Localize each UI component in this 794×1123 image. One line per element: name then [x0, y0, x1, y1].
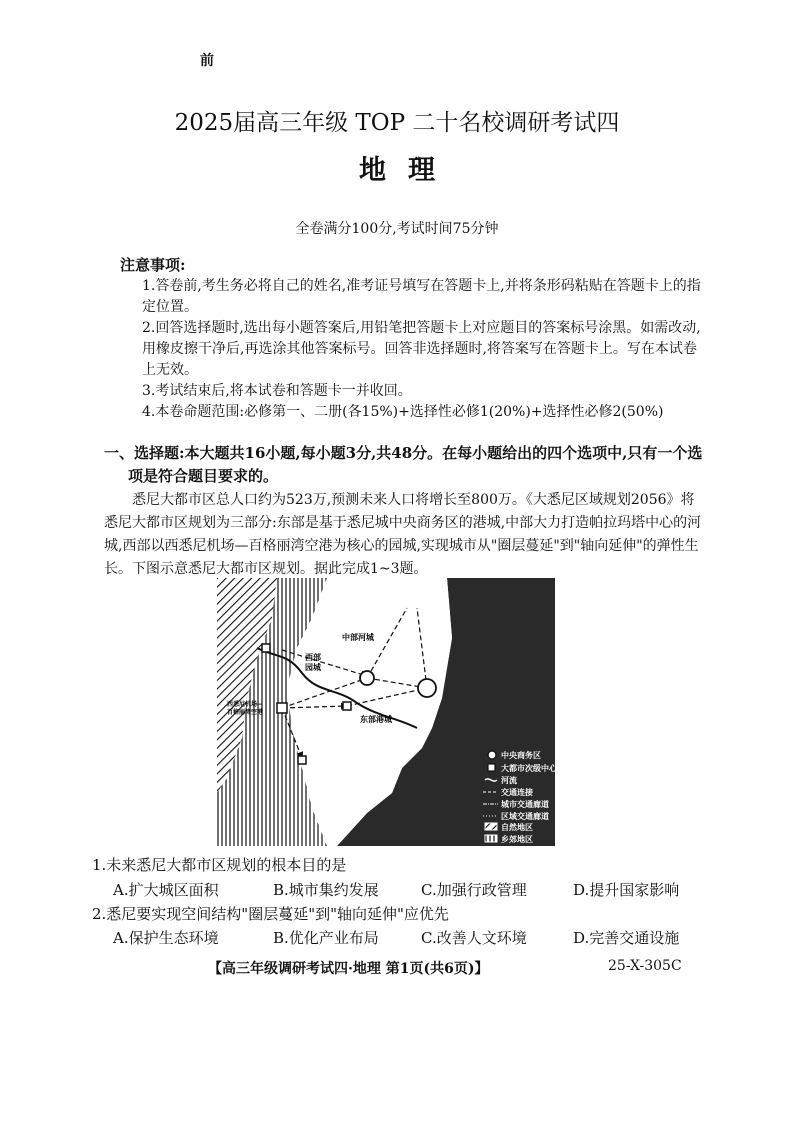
notice-item: 4.本卷命题范围:必修第一、二册(各15%)+选择性必修1(20%)+选择性必修2(50%) — [142, 404, 664, 420]
option-b: B.优化产业布局 — [273, 929, 379, 947]
corner-mark: 前 — [200, 53, 214, 69]
passage-text: 悉尼大都市区总人口约为523万,预测未来人口将增长至800万。《大悉尼区域规划2056》将悉尼大都市区规划为三部分:东部是基于悉尼城中央商务区的港城,中部大力打造帕拉玛塔中心的河城,西部以西悉尼机场—百格丽湾空港为核心的园城,实现城市从"圈层蔓延"到"轴向延伸"的弹性生长。下图示意悉尼大都市区规划。据此完成1~3题。 — [104, 492, 702, 577]
legend-label: 区域交通廊道 — [501, 812, 549, 821]
option-b: B.城市集约发展 — [273, 881, 379, 899]
exam-title: 2025届高三年级 TOP 二十名校调研考试四 — [174, 110, 620, 136]
map-label-west: 园城 — [305, 663, 321, 672]
legend-label: 交通连接 — [501, 788, 533, 797]
legend-label: 城市交通廊道 — [501, 800, 549, 809]
notice-item: 2.回答选择题时,选出每小题答案后,用铅笔把答题卡上对应题目的答案标号涂黑。如需改动,用橡皮擦干净后,再选涂其他答案标号。回答非选择题时,将答案写在答题卡上。写在本试卷上无效。 — [142, 320, 701, 378]
sydney-plan-map — [217, 578, 555, 846]
section-heading — [104, 442, 704, 488]
option-c: C.加强行政管理 — [421, 881, 527, 899]
option-d: D.完善交通设施 — [573, 929, 680, 947]
legend-label: 河流 — [501, 776, 517, 785]
notice-list — [142, 276, 702, 423]
legend-label: 自然地区 — [501, 823, 533, 832]
option-a: A.扩大城区面积 — [113, 881, 219, 899]
notice-item: 1.答卷前,考生务必将自己的姓名,准考证号填写在答题卡上,并将条形码粘贴在答题卡上的指定位置。 — [142, 278, 701, 315]
question-1-stem: 1.未来悉尼大都市区规划的根本目的是 — [92, 856, 347, 874]
sub-center-square — [262, 644, 270, 652]
subject-title: 地理 — [359, 155, 457, 186]
section-heading-line: 项是符合题目要求的。 — [128, 467, 279, 485]
option-d: D.提升国家影响 — [573, 881, 680, 899]
map-label-east: 东部港城 — [360, 715, 392, 724]
map-label-west: 西部 — [305, 653, 321, 662]
exam-code: 25-X-305C — [608, 958, 682, 974]
option-c: C.改善人文环境 — [421, 929, 527, 947]
sub-center-square — [277, 703, 287, 713]
page-footer: 【高三年级调研考试四·地理 第1页(共6页)】 — [208, 961, 489, 977]
map-label-airport: 百格丽湾空港 — [227, 709, 264, 716]
question-2-stem: 2.悉尼要实现空间结构"圈层蔓延"到"轴向延伸"应优先 — [92, 905, 449, 923]
map-label-central: 中部河城 — [342, 633, 374, 642]
legend-label: 乡郊地区 — [501, 835, 533, 844]
notice-item: 3.考试结束后,将本试卷和答题卡一并收回。 — [142, 383, 412, 399]
sub-center-square — [298, 756, 306, 764]
notice-heading: 注意事项: — [120, 256, 186, 274]
sub-center-square — [343, 702, 351, 710]
legend-label: 中央商务区 — [501, 751, 541, 760]
option-a: A.保护生态环境 — [113, 929, 219, 947]
legend-label: 大都市次级中心 — [501, 764, 555, 773]
section-heading-line: 一、选择题:本大题共16小题,每小题3分,共48分。在每小题给出的四个选项中,只有一个选 — [104, 444, 703, 462]
map-label-airport: 西悉尼机场— — [227, 701, 264, 708]
score-info: 全卷满分100分,考试时间75分钟 — [295, 221, 499, 237]
cbd-circle — [360, 671, 374, 685]
cbd-circle — [418, 679, 436, 697]
